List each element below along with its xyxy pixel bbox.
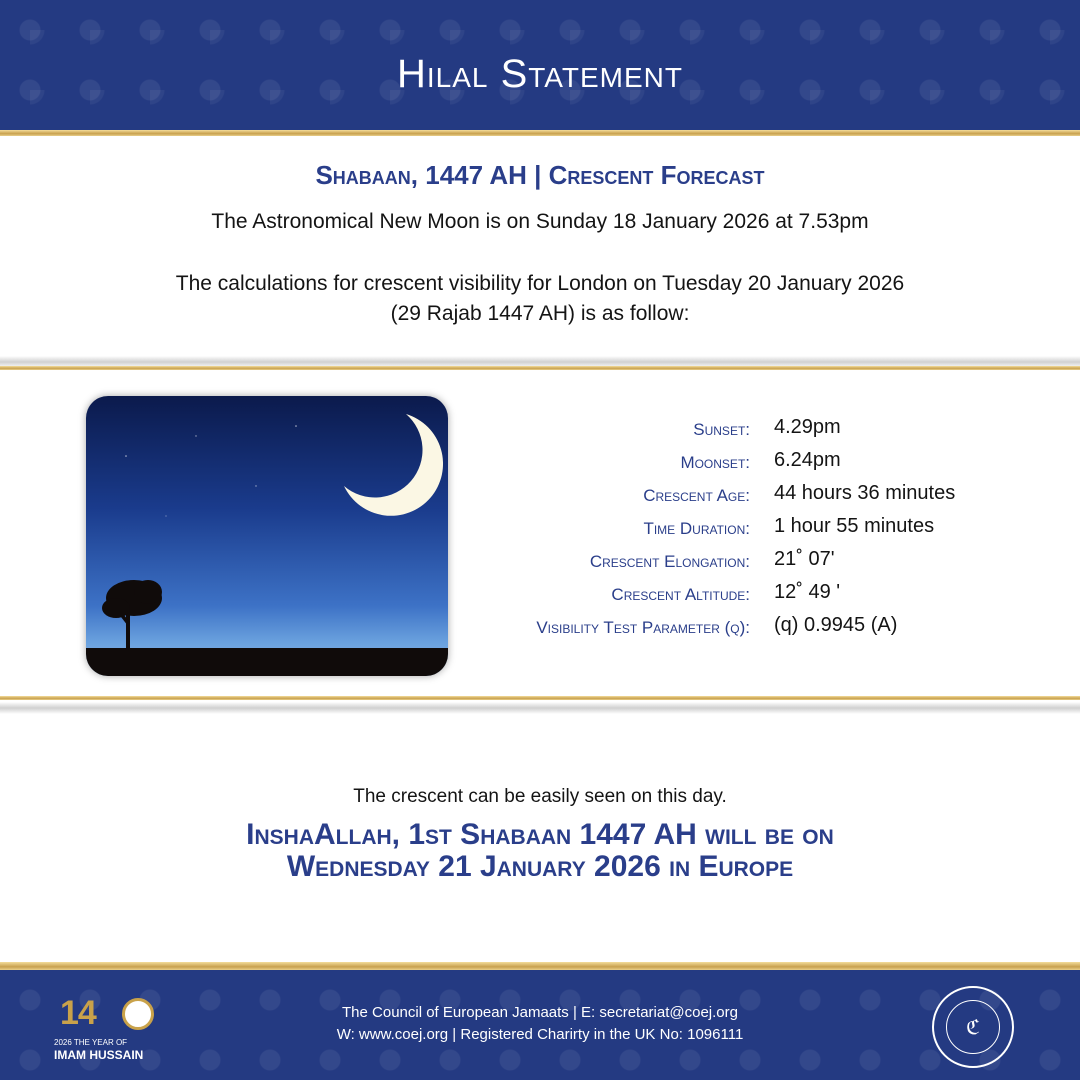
declaration-line2: Wednesday 21 January 2026 in Europe bbox=[286, 850, 794, 883]
forecast-subtitle: Shabaan, 1447 AH | Crescent Forecast bbox=[315, 160, 765, 190]
parameters-list bbox=[480, 416, 1040, 647]
header-banner bbox=[0, 0, 1080, 130]
data-section bbox=[0, 372, 1080, 696]
ground-silhouette bbox=[86, 648, 448, 676]
param-row-crescent-elongation bbox=[480, 548, 1040, 581]
declaration-line1: InshaAllah, 1st Shabaan 1447 AH will be on bbox=[246, 818, 834, 851]
param-value: 4.29pm bbox=[774, 416, 841, 438]
logo-name-text: IMAM HUSSAIN bbox=[54, 1048, 144, 1062]
footer-website: W: www.coej.org | Registered Charirty in the UK No: 1096111 bbox=[336, 1026, 744, 1043]
crescent-photo bbox=[86, 396, 448, 676]
param-row-crescent-age bbox=[480, 482, 1040, 515]
gold-divider-bottom bbox=[0, 962, 1080, 970]
logo-year-text: 2026 THE YEAR OF bbox=[54, 1038, 128, 1047]
param-row-moonset bbox=[480, 449, 1040, 482]
visibility-note: The crescent can be easily seen on this day. bbox=[353, 786, 727, 807]
param-label: Sunset: bbox=[693, 420, 750, 439]
council-seal-icon bbox=[932, 986, 1014, 1068]
param-label: Crescent Elongation: bbox=[589, 552, 750, 571]
shadow-divider-bottom bbox=[0, 702, 1080, 714]
param-value: 1 hour 55 minutes bbox=[774, 515, 935, 537]
gold-divider-mid-bottom bbox=[0, 696, 1080, 700]
footer-contact: The Council of European Jamaats | E: secretariat@coej.org bbox=[342, 1004, 738, 1021]
param-row-time-duration bbox=[480, 515, 1040, 548]
conclusion-section bbox=[0, 718, 1080, 962]
intro-section bbox=[0, 136, 1080, 356]
logo-number: 14 bbox=[60, 994, 96, 1032]
calculation-text-line2: (29 Rajab 1447 AH) is as follow: bbox=[390, 302, 690, 325]
param-row-crescent-altitude bbox=[480, 581, 1040, 614]
param-label: Time Duration: bbox=[643, 519, 750, 538]
param-value: 6.24pm bbox=[774, 449, 841, 471]
param-value: 21˚ 07' bbox=[774, 548, 835, 570]
param-label: Moonset: bbox=[680, 453, 750, 472]
gold-divider-mid-top bbox=[0, 366, 1080, 370]
param-row-visibility-test bbox=[480, 614, 1040, 647]
seal-inner-ring bbox=[946, 1000, 1000, 1054]
param-value: 44 hours 36 minutes bbox=[774, 482, 956, 504]
footer bbox=[0, 970, 1080, 1080]
crescent-moon-illustration bbox=[86, 396, 448, 676]
param-label: Crescent Altitude: bbox=[611, 585, 750, 604]
calculation-text-line1: The calculations for crescent visibility for London on Tuesday 20 January 2026 bbox=[175, 272, 905, 295]
new-moon-text: The Astronomical New Moon is on Sunday 18 January 2026 at 7.53pm bbox=[211, 210, 869, 233]
page-title: Hilal Statement bbox=[396, 52, 683, 96]
param-value: (q) 0.9945 (A) bbox=[774, 614, 898, 636]
param-label: Visibility Test Parameter (q): bbox=[536, 618, 750, 637]
param-row-sunset bbox=[480, 416, 1040, 449]
param-label: Crescent Age: bbox=[643, 486, 750, 505]
seal-monogram: ℭ bbox=[965, 1015, 981, 1039]
param-value: 12˚ 49 ' bbox=[774, 581, 841, 603]
